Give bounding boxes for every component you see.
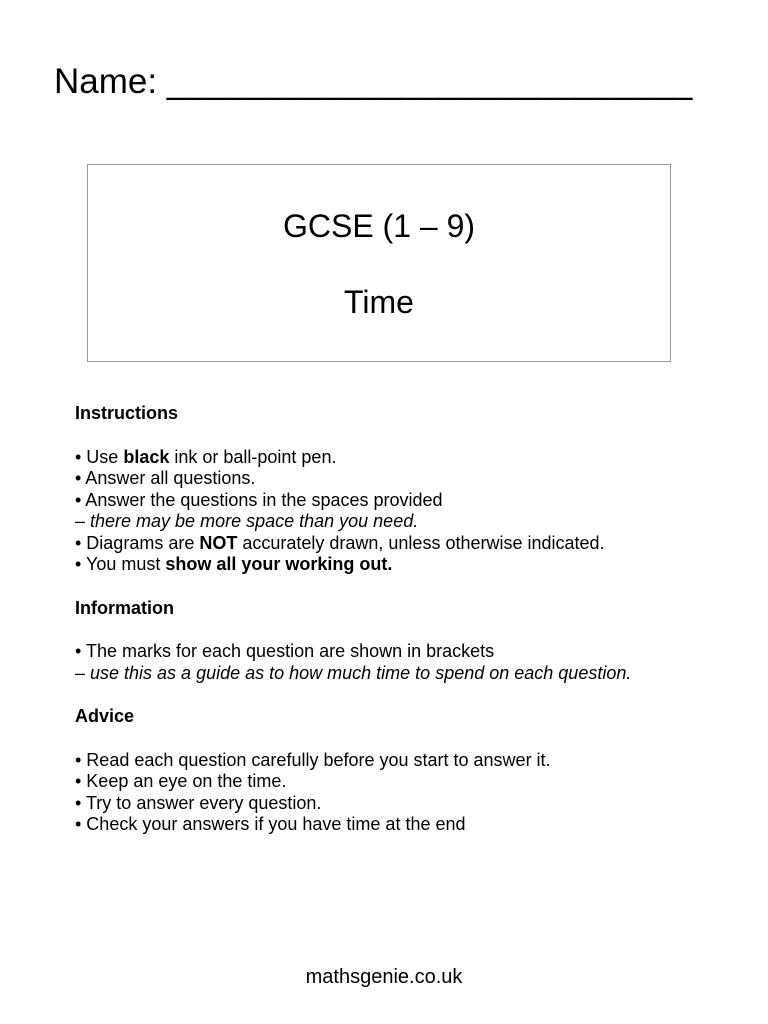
instruction-text: • Use [75,446,124,467]
instruction-emphasis: NOT [199,532,238,553]
instruction-item [75,533,735,555]
information-note: – use this as a guide as to how much time to spend on each question. [75,662,632,683]
footer-site: mathsgenie.co.uk [305,966,463,988]
course-title: GCSE (1 – 9) [282,208,476,244]
instruction-text: • Diagrams are [75,532,200,553]
name-label: Name: [54,62,158,101]
name-field [54,60,692,104]
information-item: • The marks for each question are shown in brackets [75,641,495,661]
advice-item: • Read each question carefully before you start to answer it. [75,749,551,770]
instruction-note: – there may be more space than you need. [75,511,419,531]
advice-item: • Keep an eye on the time. [75,771,287,791]
instruction-item [75,447,735,469]
topic-title: Time [344,284,414,320]
instruction-text: • You must [75,554,166,574]
instruction-text: accurately drawn, unless otherwise indicated. [237,532,605,553]
instructions-heading: Instructions [75,403,179,423]
advice-item: • Try to answer every question. [75,792,322,813]
instruction-emphasis: show all your working out. [165,554,393,574]
information-heading: Information [75,597,174,618]
name-blank-line: ___________________________ [166,62,693,101]
instruction-item: • Answer the questions in the spaces provided [75,489,443,510]
advice-item: • Check your answers if you have time at the end [75,814,466,834]
instruction-item: • Answer all questions. [75,468,256,488]
instruction-item [75,554,735,576]
advice-heading: Advice [75,706,135,726]
instruction-emphasis: black [123,446,170,467]
cover-content [75,403,735,836]
instruction-text: ink or ball-point pen. [169,446,337,467]
title-box [87,164,671,362]
